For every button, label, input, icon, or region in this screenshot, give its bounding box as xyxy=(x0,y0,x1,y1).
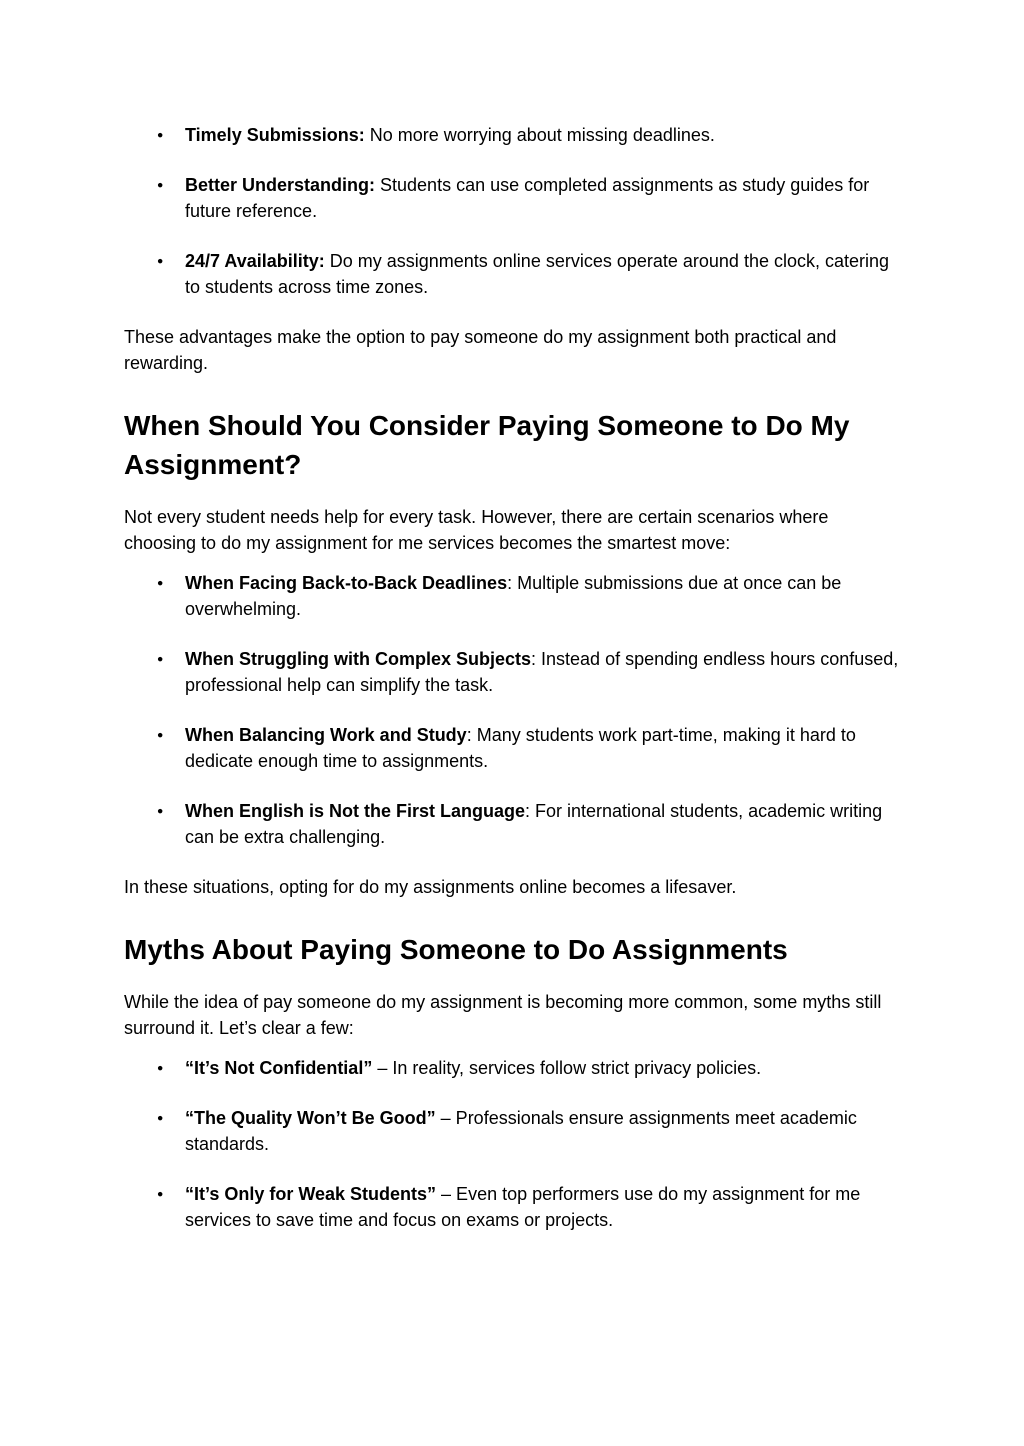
list-item xyxy=(185,248,904,300)
list-item xyxy=(185,1181,904,1233)
list-item-bold-label: “The Quality Won’t Be Good” xyxy=(185,1108,436,1128)
list-item-bold-label: Timely Submissions: xyxy=(185,125,365,145)
list-item xyxy=(185,1055,904,1081)
list-item-bold-label: When English is Not the First Language xyxy=(185,801,526,821)
list-item-text: – Professionals ensure assignments meet academic standards. xyxy=(185,1108,857,1154)
bullet-list-advantages xyxy=(124,122,904,300)
paragraph-when-intro: Not every student needs help for every task. However, there are certain scenarios where choosing to do my assignment for me services becomes the smartest move: xyxy=(124,507,829,553)
list-item-text: : Multiple submissions due at once can be overwhelming. xyxy=(185,573,842,619)
list-item-bold-label: Better Understanding: xyxy=(185,175,376,195)
list-item-text: Do my assignments online services operate around the clock, catering to students across time zones. xyxy=(185,251,890,297)
paragraph-advantages-outro: These advantages make the option to pay someone do my assignment both practical and rewarding. xyxy=(124,327,837,373)
document-body xyxy=(124,122,904,1233)
paragraph-when-outro: In these situations, opting for do my assignments online becomes a lifesaver. xyxy=(124,877,737,897)
list-item-text: : Instead of spending endless hours confused, professional help can simplify the task. xyxy=(185,649,899,695)
list-item-text: : For international students, academic writing can be extra challenging. xyxy=(185,801,883,847)
list-item-bold-label: When Balancing Work and Study xyxy=(185,725,467,745)
list-item xyxy=(185,570,904,622)
heading-when-should-you-consider: When Should You Consider Paying Someone to Do My Assignment? xyxy=(124,410,850,480)
bullet-list-myths xyxy=(124,1055,904,1233)
list-item-bold-label: “It’s Only for Weak Students” xyxy=(185,1184,437,1204)
list-item xyxy=(185,646,904,698)
list-item-text: No more worrying about missing deadlines. xyxy=(364,125,715,145)
list-item-bold-label: When Facing Back-to-Back Deadlines xyxy=(185,573,508,593)
list-item-bold-label: 24/7 Availability: xyxy=(185,251,325,271)
list-item-bold-label: “It’s Not Confidential” xyxy=(185,1058,373,1078)
list-item-bold-label: When Struggling with Complex Subjects xyxy=(185,649,532,669)
list-item xyxy=(185,798,904,850)
paragraph-myths-intro: While the idea of pay someone do my assignment is becoming more common, some myths still surround it. Let’s clear a few: xyxy=(124,992,882,1038)
list-item xyxy=(185,172,904,224)
list-item xyxy=(185,722,904,774)
bullet-list-scenarios xyxy=(124,570,904,850)
list-item-text: : Many students work part-time, making it hard to dedicate enough time to assignments. xyxy=(185,725,856,771)
list-item-text: – Even top performers use do my assignment for me services to save time and focus on exams or projects. xyxy=(185,1184,861,1230)
list-item xyxy=(185,122,904,148)
heading-myths: Myths About Paying Someone to Do Assignments xyxy=(124,934,788,965)
list-item-text: – In reality, services follow strict privacy policies. xyxy=(372,1058,762,1078)
list-item xyxy=(185,1105,904,1157)
list-item-text: Students can use completed assignments as study guides for future reference. xyxy=(185,175,870,221)
